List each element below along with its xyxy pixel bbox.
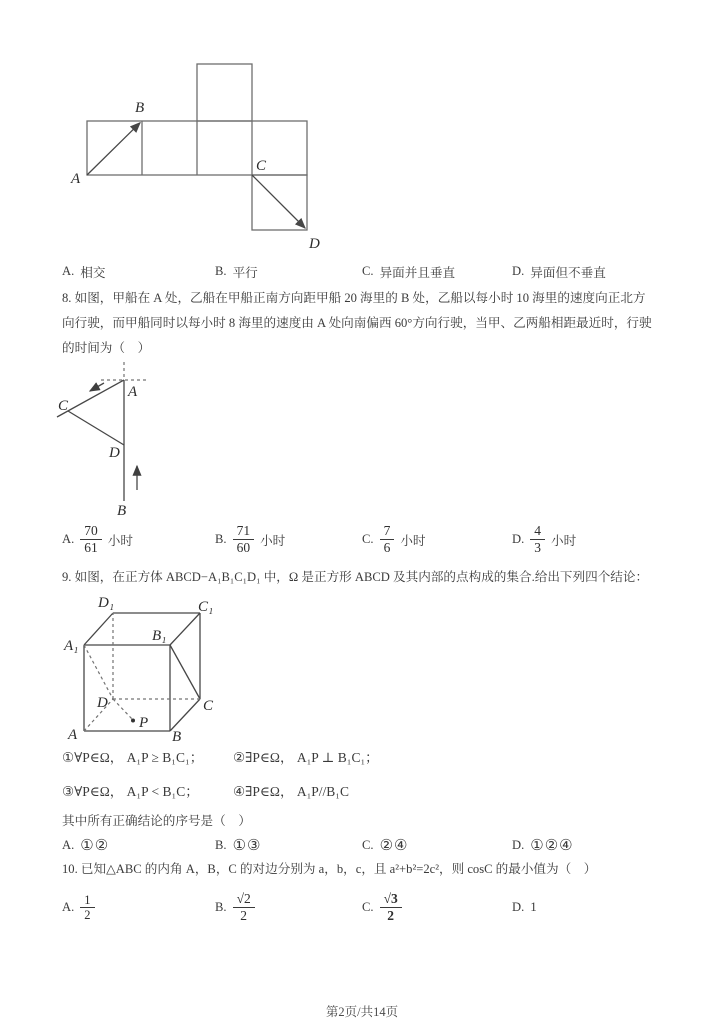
q10-option-b-denominator: 2 [240, 907, 248, 923]
q9-conclusion-1: ①∀P∈Ω， A₁P ≥ B₁C₁； [62, 750, 204, 765]
net-diagonal-CD [252, 175, 305, 228]
q10-option-a [62, 886, 95, 928]
q7-option-c-text: 异面并且垂直 [379, 266, 456, 280]
q8-option-d-numerator: 4 [530, 523, 545, 539]
q8-option-c-fraction [380, 523, 395, 554]
q8-option-c-suffix: 小时 [400, 533, 426, 548]
q9-conclusion-3: ③∀P∈Ω， A₁P < B₁C； [62, 784, 199, 799]
q7-option-c [362, 262, 455, 281]
q8-option-b-fraction [233, 523, 255, 554]
q8-option-b-numerator: 71 [233, 523, 255, 539]
net-diagonal-AB [87, 123, 140, 175]
q8-option-b-key: B. [215, 531, 227, 546]
net-label-B: B [135, 100, 145, 116]
ships-label-C: C [58, 398, 69, 414]
ships-label-D: D [109, 445, 120, 461]
q8-option-a-fraction [80, 523, 102, 554]
q8-option-d-key: D. [512, 531, 525, 546]
q9-summary: 其中所有正确结论的序号是（ ） [62, 814, 251, 828]
cube-diagonal-B1C [170, 645, 200, 699]
q10-stem: 10. 已知△ABC 的内角 A，B，C 的对边分别为 a，b，c，且 a²+b²=2c²，则 cosC 的最小值为（ ） [62, 862, 597, 876]
q7-option-d-text: 异面但不垂直 [530, 266, 606, 280]
q9-option-a [62, 836, 109, 855]
q8-option-a [62, 517, 133, 561]
cube-dashed-A1D [84, 645, 113, 699]
q9-stem: 9. 如图，在正方体 ABCD−A₁B₁C₁D₁ 中，Ω 是正方形 ABCD 及其内部的点构成的集合.给出下列四个结论： [62, 570, 649, 584]
q8-option-a-numerator: 70 [80, 523, 102, 539]
net-label-D: D [309, 236, 320, 252]
cube-label-C1: C₁ [198, 599, 214, 615]
cube-label-D1: D₁ [98, 595, 115, 611]
cube-edge-B1C1 [170, 613, 200, 645]
q10-option-a-key: A. [62, 899, 75, 914]
q10-option-b-fraction [233, 891, 255, 922]
q8-stem-line-2: 向行驶，而甲船同时以每小时 8 海里的速度由 A 处向南偏西 60°方向行驶，当甲、乙两船相距最近时，行驶 [62, 316, 652, 330]
cube-point-P-dot [131, 719, 135, 723]
q9-option-c-text: ②④ [379, 838, 409, 854]
cube-label-B: B [172, 729, 182, 745]
q10-option-c-fraction [380, 891, 402, 922]
q7-option-a [62, 262, 105, 281]
q8-option-c-denominator: 6 [383, 539, 391, 555]
cube-dashed-DP [113, 699, 133, 720]
q10-option-d [512, 886, 537, 928]
q9-option-c-key: C. [362, 838, 374, 852]
q7-option-b-key: B. [215, 264, 227, 278]
q8-option-a-suffix: 小时 [107, 533, 133, 548]
cube-label-P: P [139, 715, 149, 731]
cube-edge-BC [170, 699, 200, 731]
q8-option-c-numerator: 7 [380, 523, 395, 539]
q7-option-d [512, 262, 606, 281]
q9-option-d [512, 836, 574, 855]
q7-option-b-text: 平行 [232, 266, 258, 280]
q8-option-d-suffix: 小时 [551, 533, 577, 548]
q7-option-a-text: 相交 [80, 266, 106, 280]
q10-option-b-numerator: √2 [233, 891, 255, 907]
ships-course-arrow [90, 383, 104, 391]
q10-option-a-numerator: 1 [80, 893, 94, 908]
page-number-footer: 第2页/共14页 [325, 1005, 399, 1019]
q7-option-c-key: C. [362, 264, 374, 278]
q8-option-d [512, 517, 576, 561]
q8-option-a-key: A. [62, 531, 75, 546]
cube-label-C: C [203, 698, 214, 714]
q8-option-c [362, 517, 426, 561]
q10-option-a-fraction [80, 893, 94, 922]
q8-option-d-fraction [530, 523, 545, 554]
cube-label-B1: B₁ [152, 628, 167, 644]
ships-CD-line [68, 411, 124, 445]
q9-option-d-key: D. [512, 838, 525, 852]
net-top-square [197, 64, 252, 121]
cube-label-A1: A₁ [64, 638, 79, 654]
q9-option-d-text: ①②④ [530, 838, 574, 854]
cube-edge-A1D1 [84, 613, 113, 645]
q10-option-c-denominator: 2 [387, 907, 395, 923]
cube-label-D: D [97, 695, 108, 711]
q10-option-d-text: 1 [530, 899, 537, 914]
q8-stem-line-3: 的时间为（ ） [62, 341, 151, 355]
q7-option-b [215, 262, 258, 281]
q9-conclusion-4: ④∃P∈Ω， A₁P//B₁C [233, 784, 350, 799]
q10-option-c [362, 886, 402, 928]
net-label-C: C [256, 158, 267, 174]
q8-option-a-denominator: 61 [84, 539, 98, 555]
cube-figure [58, 596, 220, 750]
q10-option-a-denominator: 2 [84, 907, 91, 922]
net-figure [50, 56, 342, 256]
q8-option-d-denominator: 3 [534, 539, 541, 555]
q9-option-a-key: A. [62, 838, 75, 852]
q7-option-d-key: D. [512, 264, 525, 278]
q10-option-c-numerator: √3 [380, 891, 402, 907]
q8-option-b-suffix: 小时 [260, 533, 286, 548]
cube-label-A: A [68, 727, 78, 743]
q9-option-b [215, 836, 261, 855]
q10-option-b [215, 886, 255, 928]
ships-label-A: A [128, 384, 138, 400]
q10-option-d-key: D. [512, 899, 525, 914]
q7-option-a-key: A. [62, 264, 75, 278]
q8-option-b-denominator: 60 [236, 539, 251, 555]
q10-option-c-key: C. [362, 899, 374, 914]
q9-option-a-text: ①② [80, 838, 110, 854]
ships-figure [48, 360, 166, 520]
q10-option-b-key: B. [215, 899, 227, 914]
q8-stem-line-1: 8. 如图，甲船在 A 处，乙船在甲船正南方向距甲船 20 海里的 B 处，乙船以每小时 10 海里的速度向正北方 [62, 291, 646, 305]
q8-option-c-key: C. [362, 531, 374, 546]
ships-label-B: B [117, 503, 127, 519]
q9-conclusion-2: ②∃P∈Ω， A₁P ⊥ B₁C₁； [233, 750, 379, 765]
net-label-A: A [71, 171, 81, 187]
q9-option-b-key: B. [215, 838, 227, 852]
q9-option-c [362, 836, 408, 855]
q8-option-b [215, 517, 285, 561]
q9-option-b-text: ①③ [232, 838, 262, 854]
